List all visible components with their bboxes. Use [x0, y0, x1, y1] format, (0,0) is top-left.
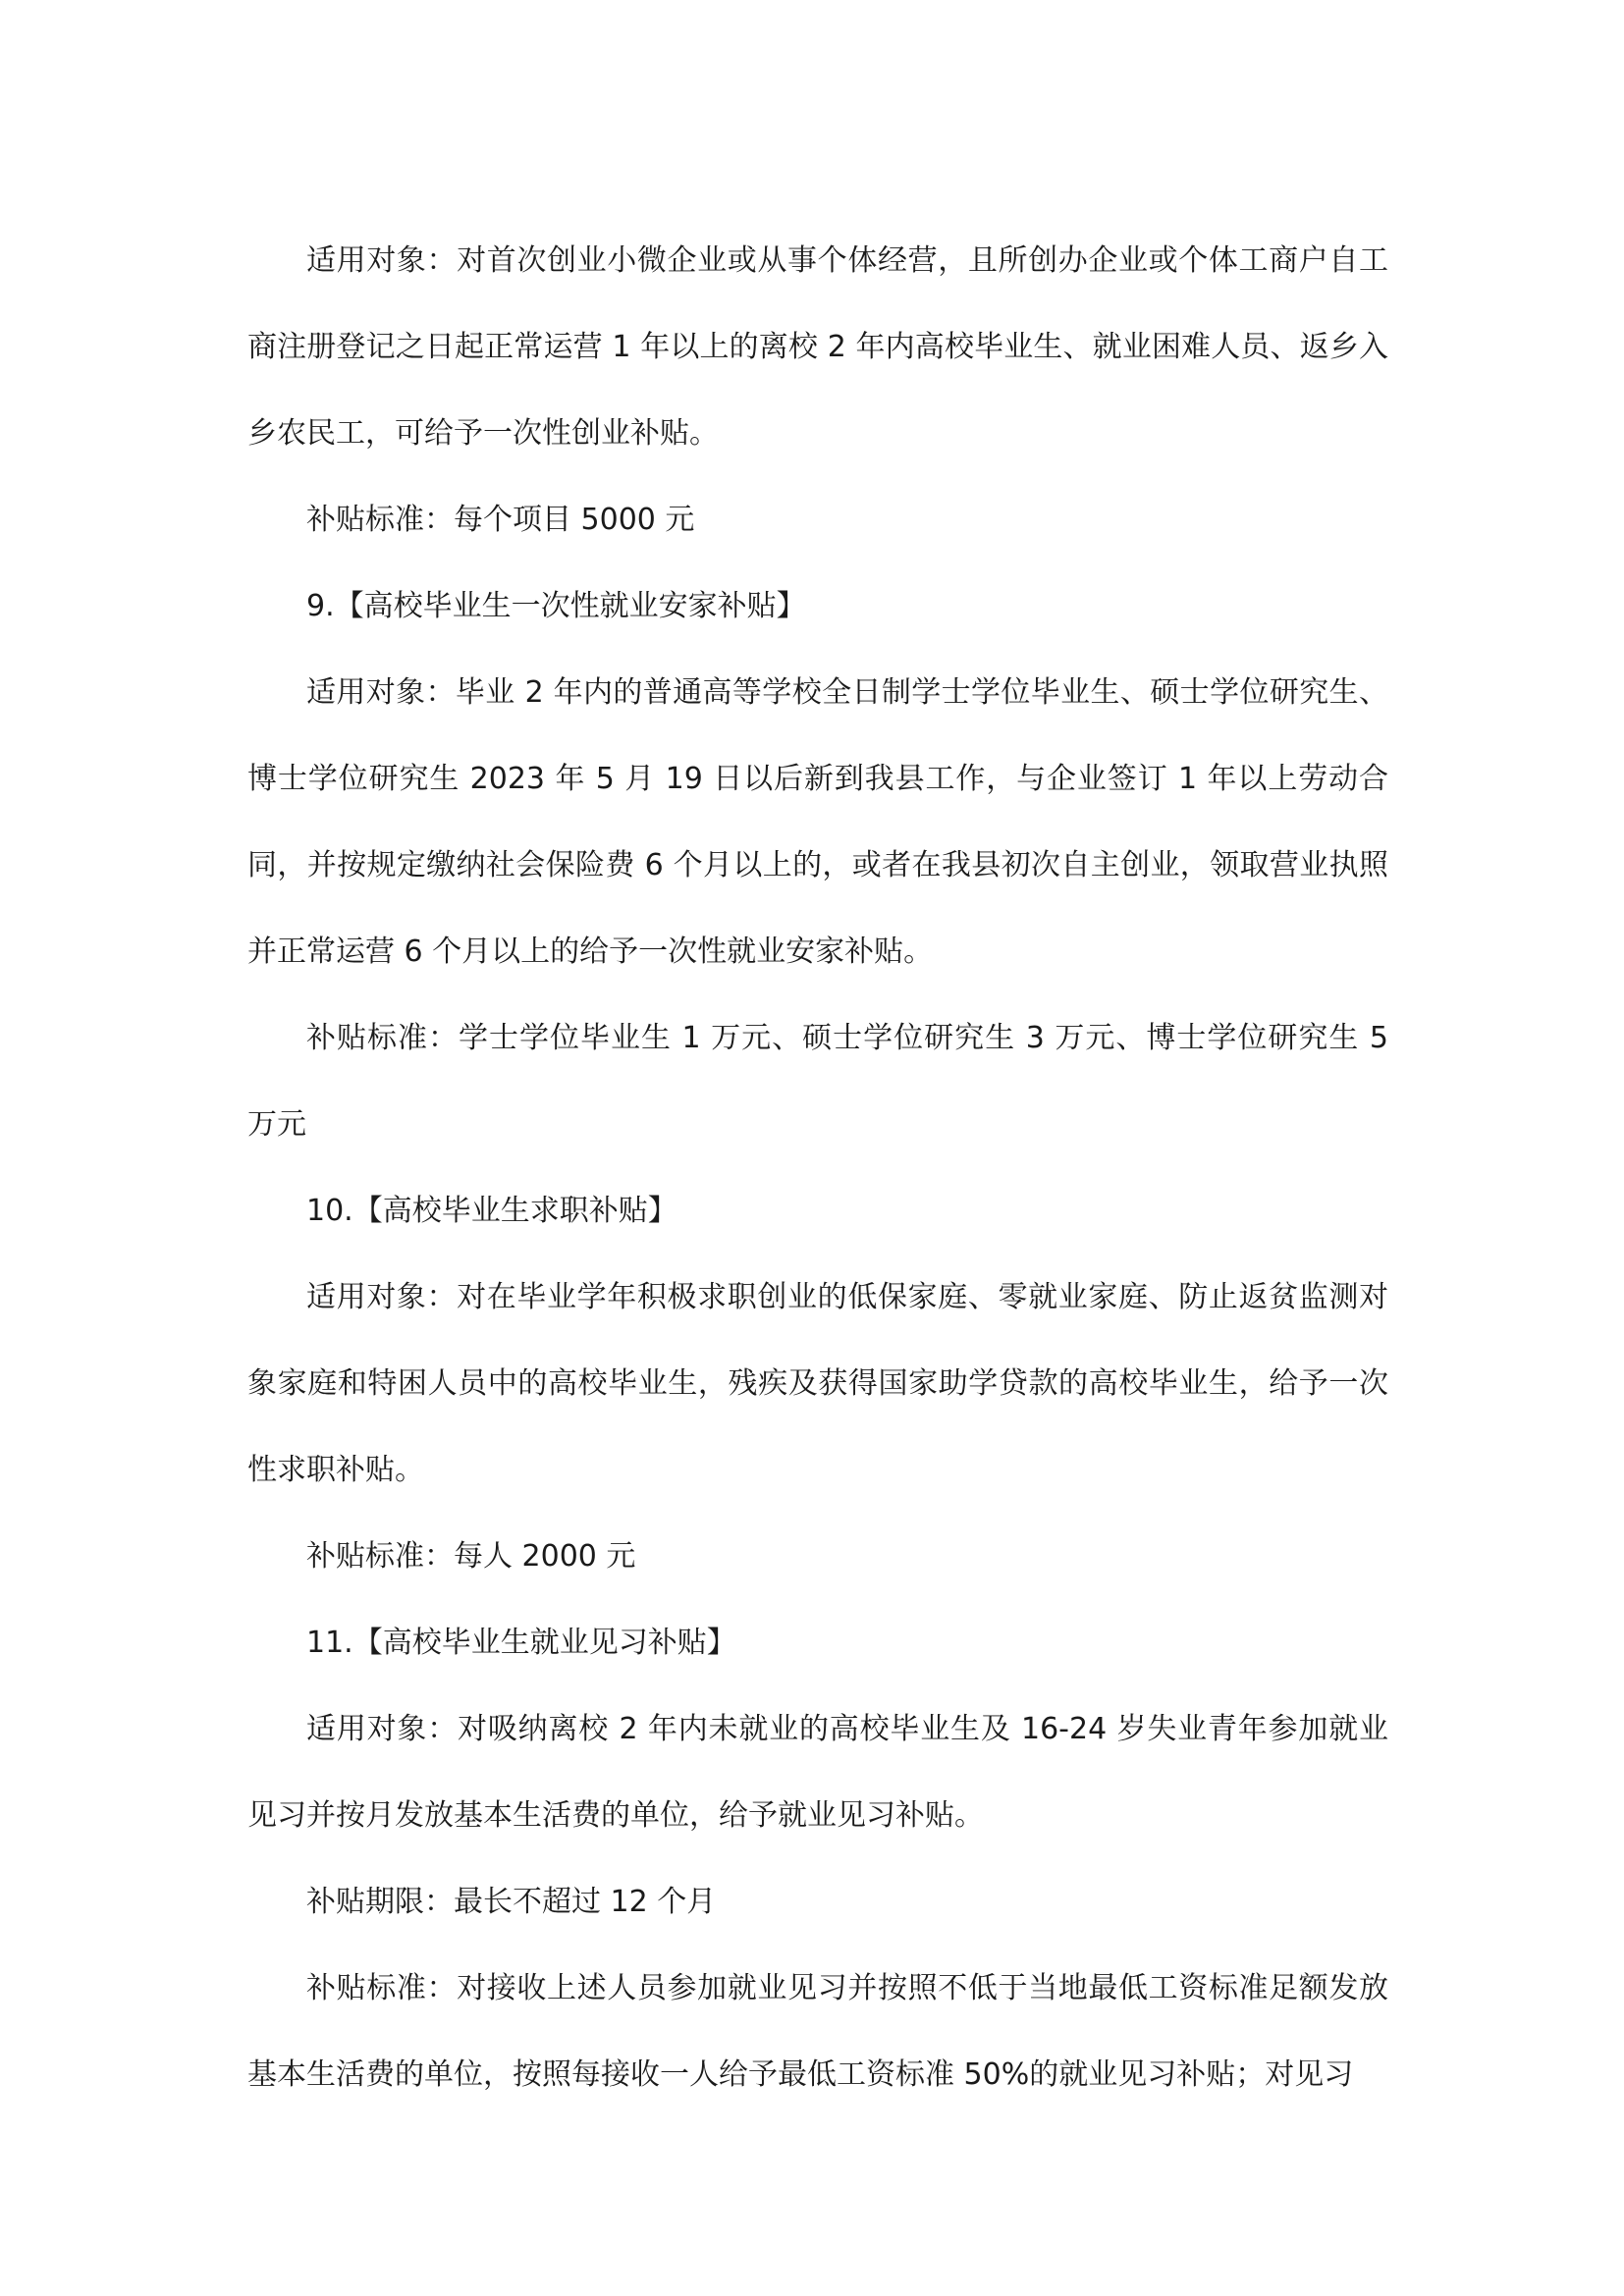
paragraph-internship-subsidy-period: 补贴期限：最长不超过 12 个月 [306, 1885, 717, 1919]
paragraph-startup-subsidy-standard: 补贴标准：每个项目 5000 元 [306, 503, 695, 537]
paragraph-internship-subsidy-eligibility: 适用对象：对吸纳离校 2 年内未就业的高校毕业生及 16-24 岁失业青年参加就业见习并按月发放基本生活费的单位，给予就业见习补贴。 [247, 1712, 1388, 1833]
paragraph-startup-subsidy-eligibility: 适用对象：对首次创业小微企业或从事个体经营，且所创办企业或个体工商户自工商注册登记之日起正常运营 1 年以上的离校 2 年内高校毕业生、就业困难人员、返乡入乡农民工，可给予一次性创业补贴。 [247, 243, 1388, 451]
document-body [247, 218, 1388, 2118]
paragraph-job-search-subsidy-standard: 补贴标准：每人 2000 元 [306, 1539, 636, 1574]
paragraph-settlement-subsidy-eligibility: 适用对象：毕业 2 年内的普通高等学校全日制学士学位毕业生、硕士学位研究生、博士学位研究生 2023 年 5 月 19 日以后新到我县工作，与企业签订 1 年以上劳动合同，并按规定缴纳社会保险费 6 个月以上的，或者在我县初次自主创业，领取营业执照并正常运营 6 个月以上的给予一次性就业安家补贴。 [247, 675, 1388, 969]
paragraph-job-search-subsidy-eligibility: 适用对象：对在毕业学年积极求职创业的低保家庭、零就业家庭、防止返贫监测对象家庭和特困人员中的高校毕业生，残疾及获得国家助学贷款的高校毕业生，给予一次性求职补贴。 [247, 1280, 1388, 1487]
section-heading-11: 11.【高校毕业生就业见习补贴】 [306, 1626, 736, 1660]
paragraph-internship-subsidy-standard: 补贴标准：对接收上述人员参加就业见习并按照不低于当地最低工资标准足额发放基本生活费的单位，按照每接收一人给予最低工资标准 50%的就业见习补贴；对见习 [247, 1971, 1388, 2092]
paragraph-settlement-subsidy-standard: 补贴标准：学士学位毕业生 1 万元、硕士学位研究生 3 万元、博士学位研究生 5 万元 [247, 1021, 1388, 1142]
section-heading-10: 10.【高校毕业生求职补贴】 [306, 1194, 677, 1228]
section-heading-9: 9.【高校毕业生一次性就业安家补贴】 [306, 589, 806, 623]
